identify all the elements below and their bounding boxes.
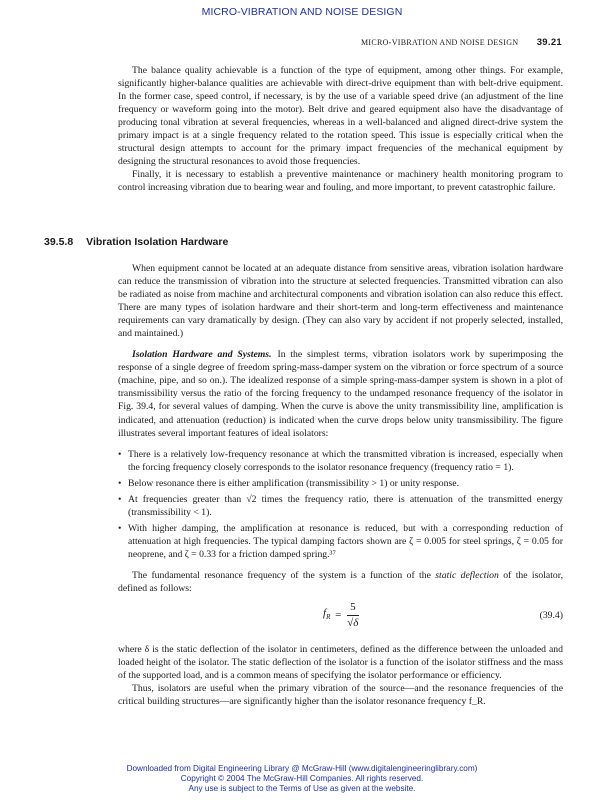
equation-lhs	[323, 607, 330, 624]
equation-symbol: f	[323, 607, 327, 619]
paragraph-static-deflection: where δ is the static deflection of the isolator in centimeters, defined as the difference between the unloaded and loaded height of the isolator. The static deflection of the isolator is a function of the isolator stiffness and the mass of the supported load, and is a common means of specifying the isolator performance or efficiency.	[118, 644, 563, 682]
runin-heading: Isolation Hardware and Systems.	[132, 349, 272, 361]
section-body	[118, 262, 563, 716]
footer-line-download[interactable]: Downloaded from Digital Engineering Library @ McGraw-Hill (www.digitalengineeringlibrary.com)	[126, 764, 478, 773]
section-heading	[44, 236, 228, 248]
equation-numerator: 5	[347, 601, 359, 616]
equation-denominator: √δ	[347, 617, 359, 630]
paragraph-isolation-systems	[118, 348, 563, 439]
running-head	[361, 37, 562, 48]
section-number: 39.5.8	[44, 236, 74, 248]
paragraph-balance-quality: The balance quality achievable is a function of the type of equipment, among other things. For example, significantly higher-balance qualities are achievable with direct-drive equipment than with belt-drive equipment. In the former case, speed control, if necessary, is by the use of a variable speed drive (an adjustment of the line frequency or waveform going into the motor). Belt drive and geared equipment also have the disadvantage of producing tonal vibration at several frequencies, whereas in a well-balanced and aligned direct-drive system the primary impact is at a single frequency related to the rotation speed. This issue is especially critical when the structural design attempts to account for the primary impact frequencies of the mechanical equipment by designing the structural resonances to avoid those frequencies.	[118, 65, 563, 168]
intro-text	[118, 64, 563, 194]
fundamental-text-before: The fundamental resonance frequency of the system is a function of the	[132, 569, 436, 581]
fundamental-text-after: of the isolator, defined as follows:	[118, 569, 564, 595]
paragraph-isolation-intro: When equipment cannot be located at an adequate distance from sensitive areas, vibration isolation hardware can reduce the transmission of vibration into the structure at selected frequencies. Transmitted vibration can also be radiated as noise from machine and architectural components and vibration isolation can also reduce this effect. There are many types of isolation hardware and their short-term and long-term effectiveness and maintenance requirements can vary dramatically by design. (They can also vary by accident if not properly selected, installed, and maintained.)	[118, 263, 563, 340]
isolation-systems-text: In the simplest terms, vibration isolators work by superimposing the response of a single degree of freedom spring-mass-damper system on the vibration or force spectrum of a source (machine, pipe, and so on.). The idealized response of a simple spring-mass-damper system is shown in a plot of transmissibility versus the ratio of the forcing frequency to the undamped resonance frequency of the isolator in Fig. 39.4, for several values of damping. When the curve is above the unity transmissibility line, amplification is indicated, and attenuation (reduction) is indicated when the curve drops below unity transmissibility. The figure illustrates several important features of ideal isolators:	[118, 349, 563, 439]
list-item: • At frequencies greater than √2 times the frequency ratio, there is attenuation of the transmitted energy (transmissibility < 1).	[118, 493, 563, 519]
fundamental-text-emph: static deflection	[435, 569, 499, 581]
page-number: 39.21	[536, 37, 562, 48]
equation-fraction	[347, 601, 359, 630]
list-item: • There is a relatively low-frequency resonance at which the transmitted vibration is increased, especially when the forcing frequency closely corresponds to the isolator resonance frequency (frequency ratio = 1).	[118, 448, 563, 474]
list-item: • Below resonance there is either amplification (transmissibility > 1) or unity response.	[118, 477, 563, 490]
features-list	[118, 448, 563, 561]
footer-line-terms: Any use is subject to the Terms of Use as given at the website.	[188, 784, 416, 793]
paragraph-maintenance: Finally, it is necessary to establish a preventive maintenance or machinery health monitoring program to control increasing vibration due to bearing wear and fouling, and more important, to prevent catastrophic failure.	[118, 169, 563, 194]
paragraph-conclusion: Thus, isolators are useful when the primary vibration of the source—and the resonance frequencies of the critical building structures—are significantly higher than the isolator resonance frequency f_R.	[118, 683, 563, 708]
equation-subscript: R	[326, 613, 331, 622]
download-footer	[0, 764, 604, 794]
equation-number: (39.4)	[539, 610, 563, 622]
equation-body	[323, 601, 359, 630]
equation-equals: =	[335, 609, 342, 622]
top-banner: MICRO-VIBRATION AND NOISE DESIGN	[201, 6, 403, 18]
footer-line-copyright: Copyright © 2004 The McGraw-Hill Companies. All rights reserved.	[180, 774, 424, 783]
equation-39-4	[118, 597, 563, 637]
running-head-title: MICRO-VIBRATION AND NOISE DESIGN	[361, 38, 519, 47]
list-item: • With higher damping, the amplification at resonance is reduced, but with a corresponding reduction of attenuation at high frequencies. The typical damping factors shown are ζ = 0.005 for steel springs, ζ = 0.05 for neoprene, and ζ = 0.33 for a friction damped spring.³⁷	[118, 522, 563, 561]
paragraph-fundamental-frequency	[118, 569, 563, 595]
section-title: Vibration Isolation Hardware	[86, 236, 229, 248]
